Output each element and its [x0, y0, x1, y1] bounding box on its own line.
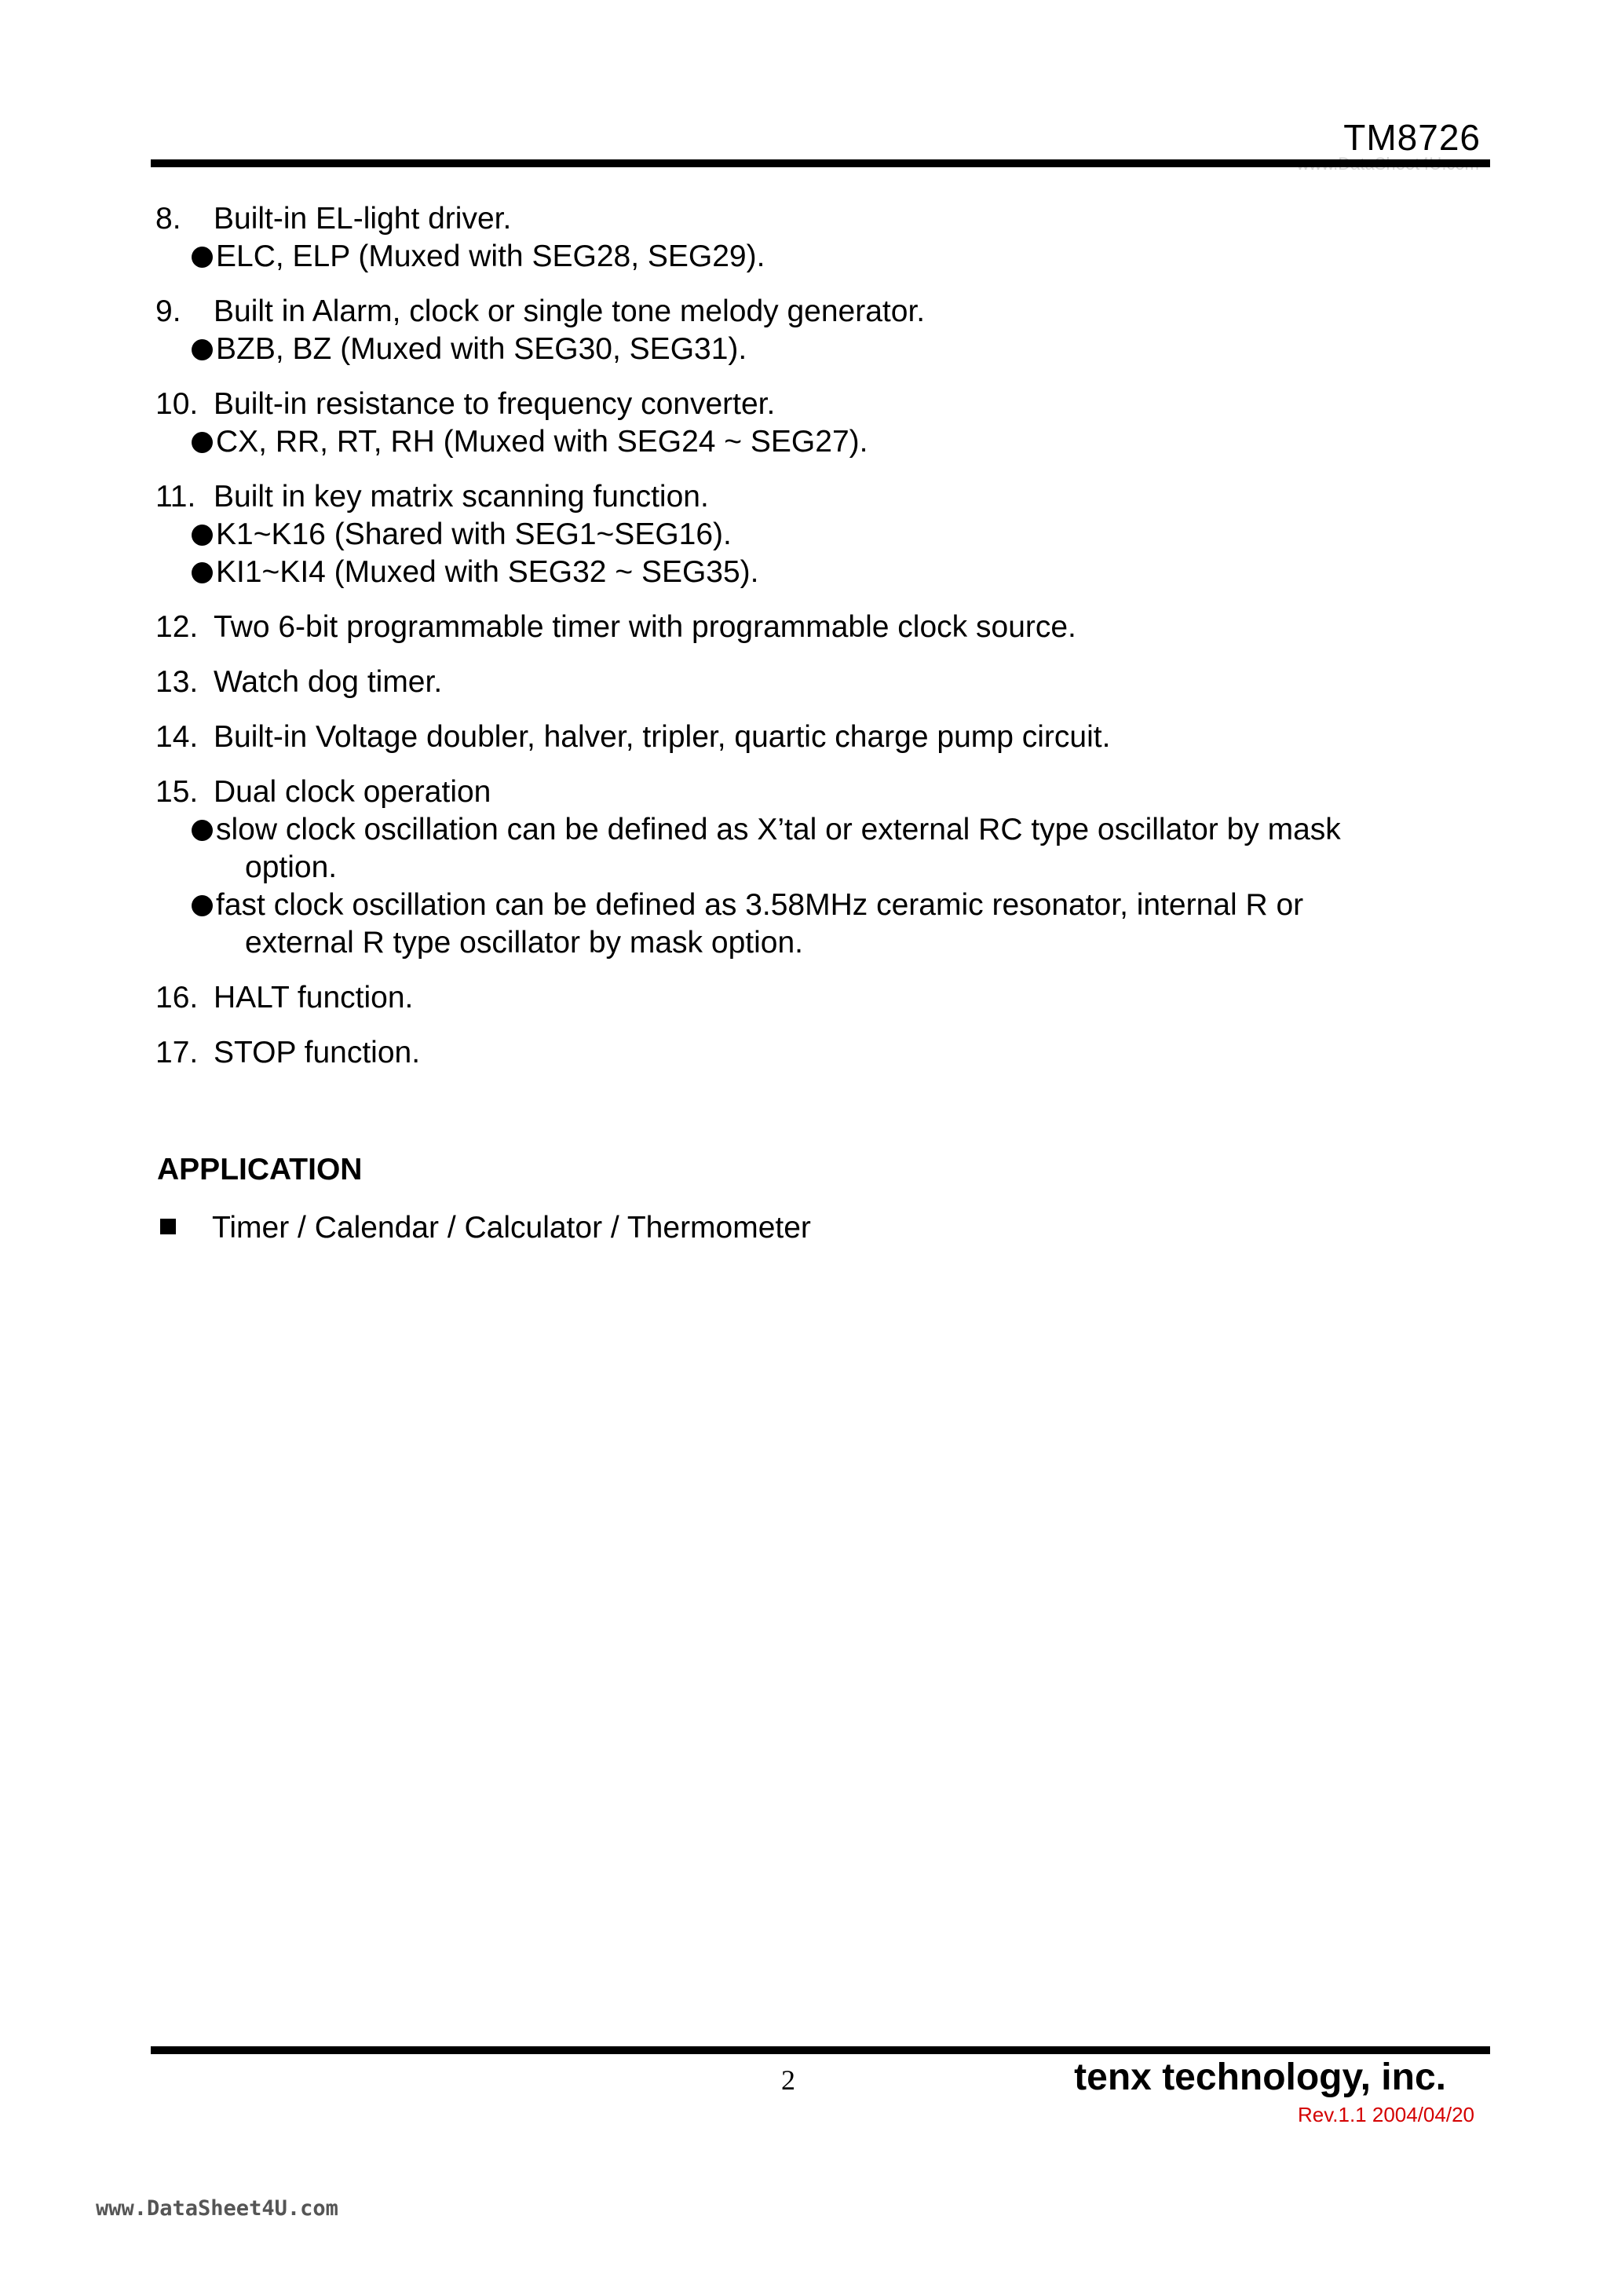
- feature-sub-item: [155, 238, 1506, 276]
- document-title: TM8726: [1343, 117, 1481, 158]
- bullet-icon: [192, 247, 213, 268]
- bullet-icon: [192, 562, 213, 583]
- feature-item: [155, 664, 1506, 701]
- feature-sub-text: ELC, ELP (Muxed with SEG28, SEG29).: [216, 239, 765, 273]
- feature-list: [155, 200, 1506, 1089]
- feature-item: [155, 1034, 1506, 1072]
- bullet-icon: [192, 895, 213, 916]
- feature-text: STOP function.: [214, 1036, 421, 1069]
- header-rule: [151, 159, 1490, 167]
- feature-sub-text: fast clock oscillation can be defined as 3.58MHz ceramic resonator, internal R or: [216, 888, 1304, 922]
- feature-sub-item: [155, 331, 1506, 368]
- feature-number: 13.: [155, 665, 199, 699]
- feature-text: Two 6-bit programmable timer with programmable clock source.: [214, 610, 1076, 644]
- feature-text: Built in Alarm, clock or single tone melody generator.: [214, 294, 926, 328]
- feature-number: 12.: [155, 610, 199, 644]
- feature-number: 8.: [155, 202, 181, 236]
- feature-item: [155, 386, 1506, 461]
- feature-sub-text: K1~K16 (Shared with SEG1~SEG16).: [216, 517, 732, 551]
- feature-number: 14.: [155, 720, 199, 754]
- application-item: [155, 1209, 811, 1247]
- feature-text: Dual clock operation: [214, 775, 491, 809]
- revision-info: Rev.1.1 2004/04/20: [1297, 2103, 1474, 2126]
- bullet-icon: [192, 339, 213, 360]
- feature-item: [155, 200, 1506, 276]
- feature-number: 15.: [155, 775, 199, 809]
- footer-watermark: www.DataSheet4U.com: [96, 2196, 338, 2221]
- feature-item: [155, 293, 1506, 368]
- application-heading: APPLICATION: [157, 1153, 363, 1186]
- feature-sub-text: slow clock oscillation can be defined as X’tal or external RC type oscillator by mask: [216, 813, 1341, 846]
- feature-sub-text: KI1~KI4 (Muxed with SEG32 ~ SEG35).: [216, 555, 759, 589]
- feature-item: [155, 478, 1506, 591]
- feature-text: Built-in resistance to frequency converter.: [214, 387, 776, 421]
- feature-item: [155, 773, 1506, 962]
- feature-sub-continuation: option.: [245, 850, 338, 884]
- feature-number: 9.: [155, 294, 181, 328]
- feature-sub-item: [155, 554, 1506, 591]
- feature-text: Built-in EL-light driver.: [214, 202, 512, 236]
- feature-sub-continuation: external R type oscillator by mask option.: [245, 926, 803, 960]
- company-name: tenx technology, inc.: [1074, 2057, 1446, 2098]
- bullet-icon: [192, 432, 213, 453]
- feature-sub-text: BZB, BZ (Muxed with SEG30, SEG31).: [216, 332, 747, 366]
- feature-sub-item: [155, 887, 1506, 962]
- feature-number: 10.: [155, 387, 199, 421]
- feature-number: 17.: [155, 1036, 199, 1069]
- feature-number: 11.: [155, 480, 196, 514]
- application-item-text: Timer / Calendar / Calculator / Thermometer: [212, 1211, 811, 1245]
- page-number: 2: [781, 2064, 795, 2096]
- feature-sub-item: [155, 811, 1506, 887]
- feature-number: 16.: [155, 981, 199, 1015]
- feature-sub-item: [155, 423, 1506, 461]
- feature-item: [155, 609, 1506, 646]
- feature-sub-text: CX, RR, RT, RH (Muxed with SEG24 ~ SEG27).: [216, 425, 868, 459]
- feature-item: [155, 979, 1506, 1017]
- square-bullet-icon: [160, 1219, 176, 1234]
- feature-text: Built-in Voltage doubler, halver, tripler, quartic charge pump circuit.: [214, 720, 1111, 754]
- feature-text: Built in key matrix scanning function.: [214, 480, 709, 514]
- feature-item: [155, 718, 1506, 756]
- feature-text: HALT function.: [214, 981, 414, 1015]
- bullet-icon: [192, 525, 213, 546]
- bullet-icon: [192, 820, 213, 841]
- footer-rule: [151, 2046, 1490, 2054]
- feature-sub-item: [155, 516, 1506, 554]
- feature-text: Watch dog timer.: [214, 665, 443, 699]
